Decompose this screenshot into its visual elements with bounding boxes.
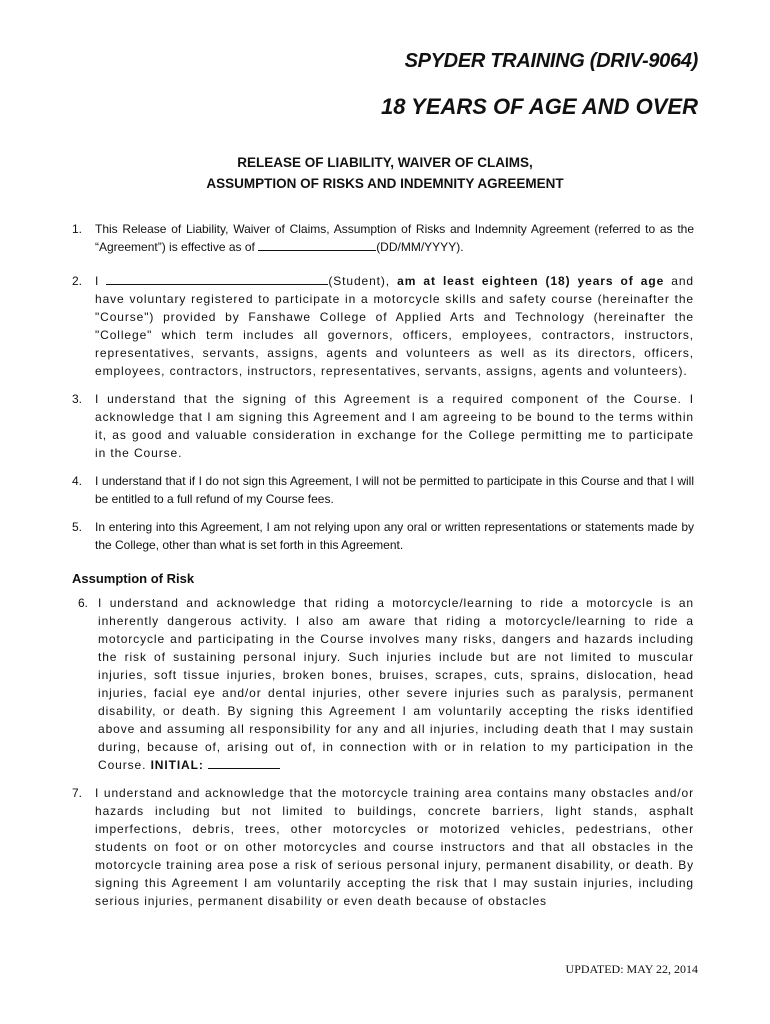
clause-text: I understand that the signing of this Agreement is a required component of the Course. I acknowledge that I am signing this Agreement and I am agreeing to be bound to the terms within it, as good and valuable consideration in exchange for the College permitting me to participate in the Course. xyxy=(95,392,694,460)
initial-label: INITIAL: xyxy=(150,758,204,772)
clause-7 xyxy=(72,784,694,910)
clause-3 xyxy=(72,390,694,462)
clause-6 xyxy=(72,594,694,774)
agreement-body xyxy=(72,220,694,920)
clause-number: 1. xyxy=(72,222,83,236)
agreement-heading xyxy=(0,152,770,194)
clause-text-rest: and have voluntary registered to participate in a motorcycle skills and safety course (hereinafter the "Course") provided by Fanshawe College of Applied Arts and Technology (hereinafter the "College" which term includes all governors, officers, employees, contractors, instructors, representatives, servants, assigns, agents and volunteers as well as its directors, officers, employees, contractors, instructors, representatives, servants, assigns, agents and volunteers). xyxy=(95,274,694,378)
clause-1 xyxy=(72,220,694,256)
clause-4 xyxy=(72,472,694,508)
agreement-heading-line-2: ASSUMPTION OF RISKS AND INDEMNITY AGREEMENT xyxy=(206,176,564,191)
clause-number: 6. xyxy=(78,596,89,610)
clause-number: 7. xyxy=(72,786,83,800)
clause-number: 4. xyxy=(72,474,83,488)
student-label: (Student), xyxy=(328,274,398,288)
clause-2 xyxy=(72,272,694,380)
clause-text: I understand and acknowledge that the motorcycle training area contains many obstacles and/or hazards including but not limited to buildings, concrete barriers, light stands, asphalt imperfections, debris, trees, other motorcycles or motorized vehicles, pedestrians, other students on foot or on other motorcycles and course instructors and that all obstacles in the motorcycle training area pose a risk of serious personal injury, permanent disability, or death. By signing this Agreement I am voluntarily accepting the risk that I may sustain injuries, including serious injuries, permanent disability or even death because of obstacles xyxy=(95,786,694,908)
clause-text: In entering into this Agreement, I am not relying upon any oral or written representations or statements made by the College, other than what is set forth in this Agreement. xyxy=(95,520,694,552)
clause-5 xyxy=(72,518,694,554)
clause-number: 3. xyxy=(72,392,83,406)
clause-number: 5. xyxy=(72,520,83,534)
student-name-field[interactable] xyxy=(106,272,328,285)
initial-field[interactable] xyxy=(208,756,280,769)
clause-text: This Release of Liability, Waiver of Claims, Assumption of Risks and Indemnity Agreement (referred to as the “Agreement”) is effective as of xyxy=(95,222,694,254)
clause-text: I understand that if I do not sign this Agreement, I will not be permitted to participate in this Course and that I will be entitled to a full refund of my Course fees. xyxy=(95,474,694,506)
course-title: SPYDER TRAINING (DRIV-9064) xyxy=(404,50,698,72)
assumption-of-risk-heading: Assumption of Risk xyxy=(72,571,195,586)
age-requirement-title: 18 YEARS OF AGE AND OVER xyxy=(380,94,698,119)
clause-number: 2. xyxy=(72,274,83,288)
clause-text: I understand and acknowledge that riding a motorcycle/learning to ride a motorcycle is an inherently dangerous activity. I also am aware that riding a motorcycle/learning to ride a motorcycle and participating in the Course involves many risks, dangers and hazards including the risk of sustaining personal injury. Such injuries include but are not limited to muscular injuries, soft tissue injuries, broken bones, bruises, scrapes, cuts, sprains, dislocation, head injuries, facial eye and/or dental injuries, other severe injuries such as paralysis, permanent disability, or death. By signing this Agreement I am voluntarily accepting the risks identified above and assuming all responsibility for any and all injuries, including death that I may sustain during, because of, arising out of, in connection with or in relation to my participation in the Course. xyxy=(98,596,694,772)
clause-text-suffix: (DD/MM/YYYY). xyxy=(376,240,464,254)
agreement-heading-line-1: RELEASE OF LIABILITY, WAIVER OF CLAIMS, xyxy=(237,155,533,170)
updated-date: UPDATED: MAY 22, 2014 xyxy=(565,962,698,976)
clause-text: I xyxy=(95,274,107,288)
effective-date-field[interactable] xyxy=(258,238,376,251)
age-statement: am at least eighteen (18) years of age xyxy=(397,274,665,288)
